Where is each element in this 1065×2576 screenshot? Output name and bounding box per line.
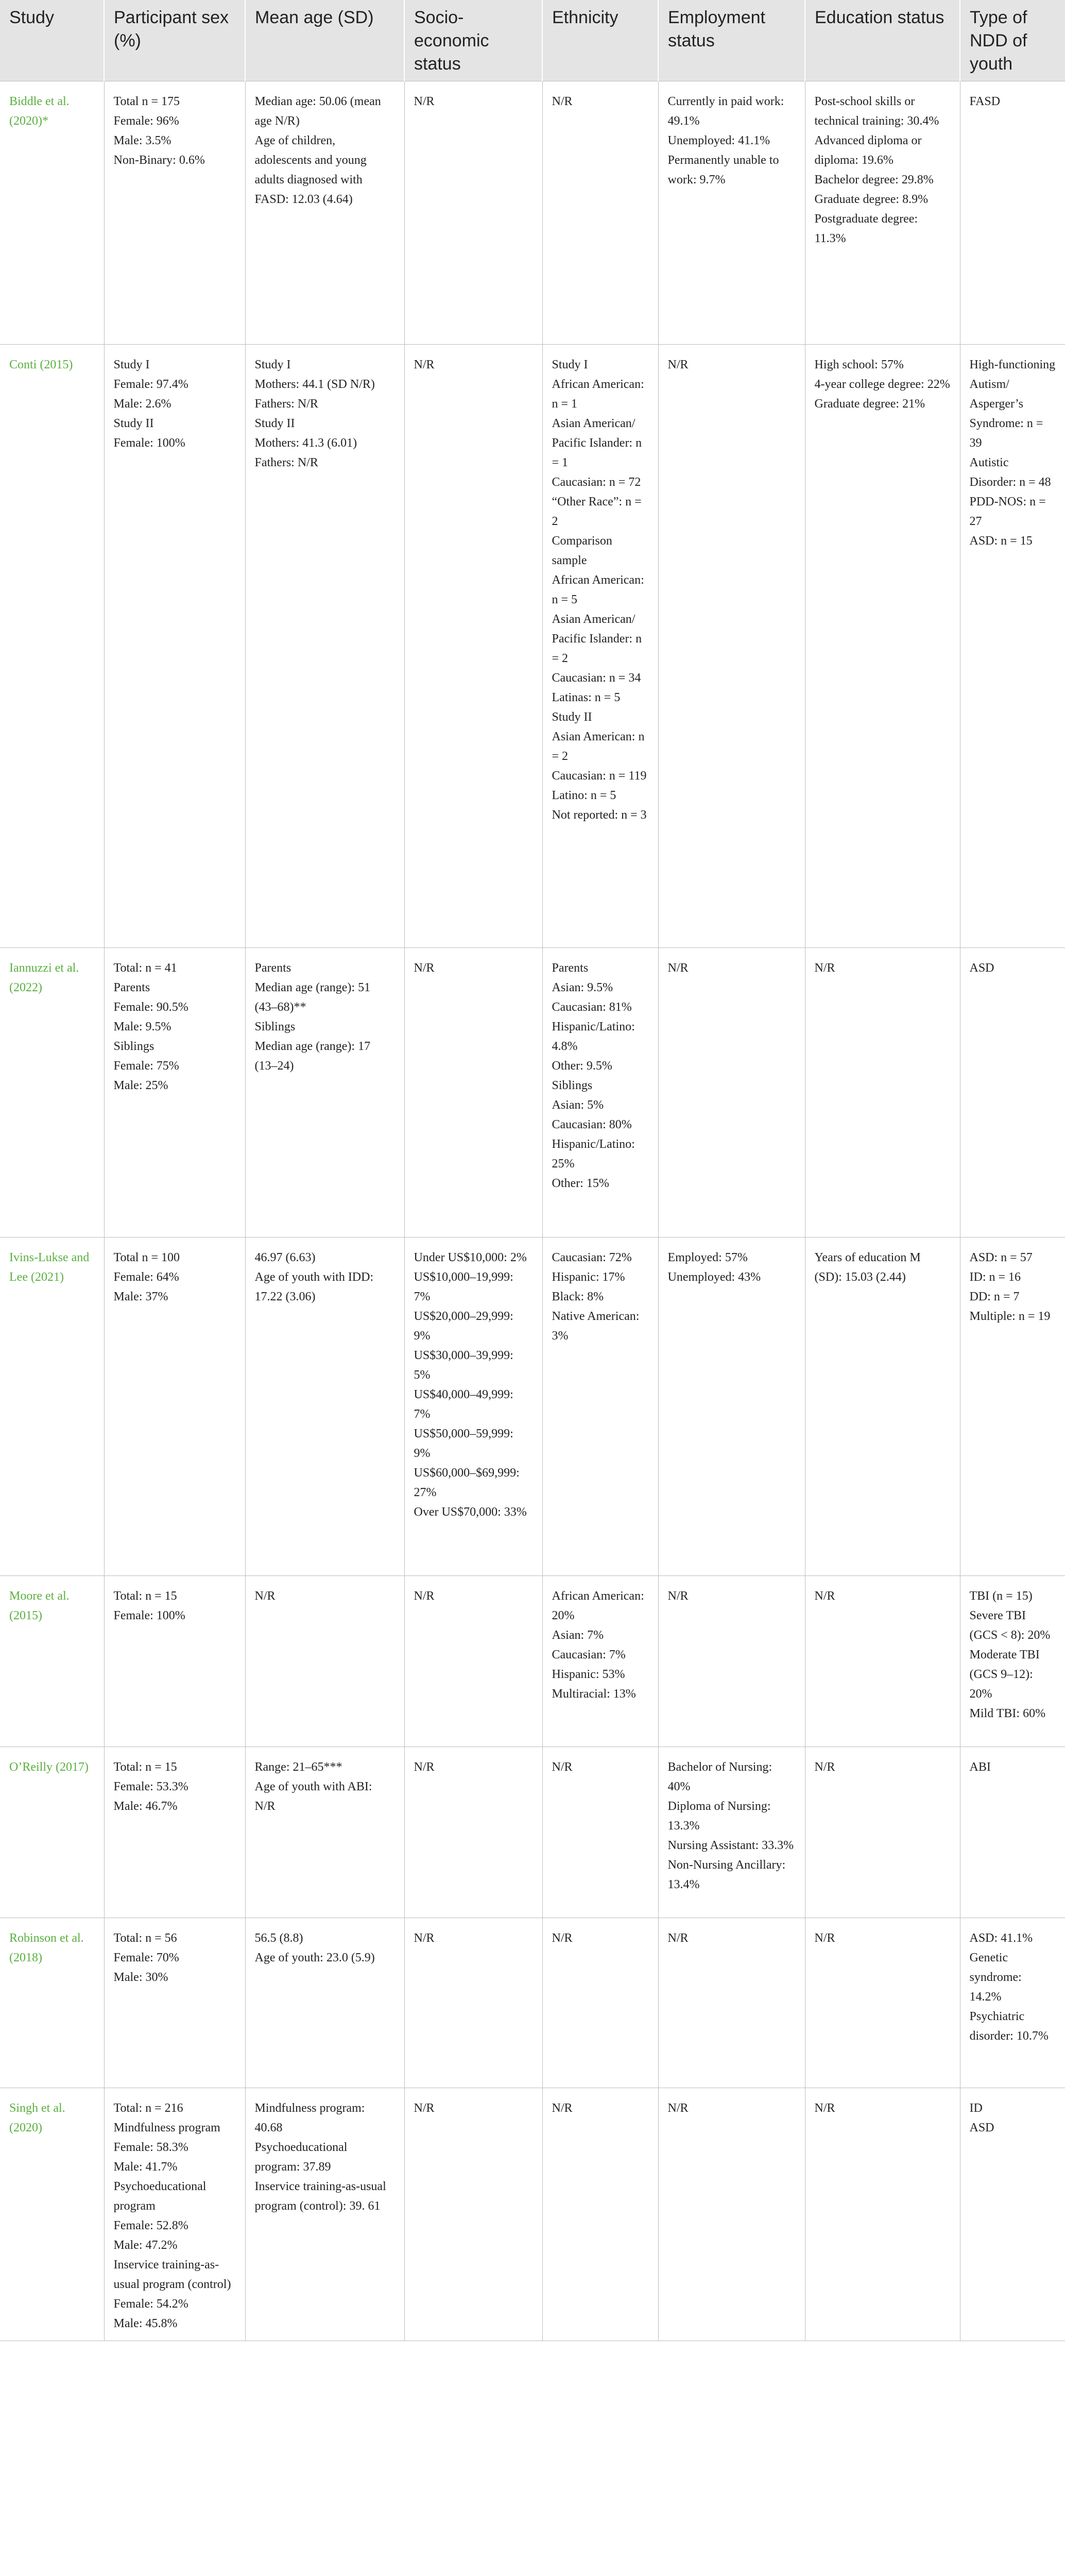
cell-line: Male: 47.2% [113, 2239, 178, 2252]
cell-socioeconomic-status [404, 1747, 542, 1918]
cell-mean-age [245, 345, 404, 948]
cell-line: 46.97 (6.63) [254, 1251, 316, 1264]
cell-line: Graduate degree: 21% [814, 397, 925, 411]
cell-line: Age of children, adolescents and young adults diagnosed with FASD: 12.03 (4.64) [254, 134, 367, 206]
header-participant-sex: Participant sex (%) [104, 0, 245, 81]
cell-line: African American: n = 5 [552, 573, 644, 606]
cell-line: Siblings [113, 1040, 154, 1053]
cell-line: “Other Race”: n = 2 [552, 495, 642, 528]
cell-socioeconomic-status [404, 948, 542, 1238]
cell-line: Latinas: n = 5 [552, 691, 621, 704]
cell-line: Moore et al. (2015) [9, 1589, 70, 1622]
cell-line: Post-school skills or technical training: 30.4% [814, 95, 939, 128]
cell-line: Non-Nursing Ancillary: 13.4% [667, 1858, 786, 1891]
cell-ndd-type [960, 2088, 1065, 2341]
cell-employment-status [658, 948, 805, 1238]
table-row [0, 1918, 1065, 2088]
cell-employment-status [658, 1918, 805, 2088]
cell-line: Other: 9.5% [552, 1059, 612, 1073]
cell-line: African American: n = 1 [552, 378, 644, 411]
cell-line: N/R [667, 358, 689, 371]
cell-employment-status [658, 1747, 805, 1918]
cell-line: Total n = 175 [113, 95, 180, 108]
cell-line: Caucasian: 72% [552, 1251, 632, 1264]
cell-participant-sex [104, 2088, 245, 2341]
cell-line: ASD: n = 15 [969, 534, 1033, 548]
cell-ndd-type [960, 345, 1065, 948]
cell-participant-sex [104, 948, 245, 1238]
cell-ethnicity [542, 345, 658, 948]
cell-line: Hispanic: 17% [552, 1270, 625, 1284]
cell-socioeconomic-status [404, 1238, 542, 1576]
cell-line: Total: n = 15 [113, 1589, 177, 1603]
cell-line: Employed: 57% [667, 1251, 748, 1264]
cell-line: N/R [414, 2102, 435, 2115]
cell-line: Study I [254, 358, 291, 371]
cell-line: Iannuzzi et al. (2022) [9, 961, 79, 994]
cell-mean-age [245, 948, 404, 1238]
cell-line: Singh et al. (2020) [9, 2102, 65, 2134]
table-row [0, 1576, 1065, 1747]
cell-line: Conti (2015) [9, 358, 73, 371]
cell-ethnicity [542, 948, 658, 1238]
cell-ndd-type [960, 1747, 1065, 1918]
cell-study [0, 948, 104, 1238]
cell-line: Hispanic: 53% [552, 1668, 625, 1681]
cell-line: N/R [414, 358, 435, 371]
cell-mean-age [245, 1747, 404, 1918]
cell-line: Female: 53.3% [113, 1780, 188, 1793]
table-row [0, 1747, 1065, 1918]
cell-line: Male: 30% [113, 1971, 168, 1984]
header-mean-age: Mean age (SD) [245, 0, 404, 81]
cell-line: Study II [552, 710, 592, 724]
cell-line: Male: 9.5% [113, 1020, 171, 1033]
cell-line: Postgraduate degree: 11.3% [814, 212, 918, 245]
cell-line: Mindfulness program: 40.68 [254, 2102, 365, 2134]
cell-line: Parents [113, 981, 150, 994]
cell-line: Currently in paid work: 49.1% [667, 95, 784, 128]
cell-socioeconomic-status [404, 345, 542, 948]
cell-line: Multiple: n = 19 [969, 1310, 1051, 1323]
cell-mean-age [245, 2088, 404, 2341]
cell-line: US$10,000–19,999: 7% [414, 1270, 513, 1303]
cell-line: Non-Binary: 0.6% [113, 154, 205, 167]
cell-ethnicity [542, 1576, 658, 1747]
cell-line: Male: 3.5% [113, 134, 171, 147]
cell-line: Study I [552, 358, 588, 371]
cell-line: Total: n = 56 [113, 1931, 177, 1945]
cell-line: Autistic Disorder: n = 48 [969, 456, 1051, 489]
cell-employment-status [658, 81, 805, 345]
cell-line: Mothers: 44.1 (SD N/R) [254, 378, 375, 391]
cell-line: Total: n = 216 [113, 2102, 183, 2115]
cell-line: FASD [969, 95, 1001, 108]
cell-line: N/R [814, 961, 835, 975]
cell-line: Psychoeducational program: 37.89 [254, 2141, 348, 2174]
cell-study [0, 2088, 104, 2341]
cell-line: Mothers: 41.3 (6.01) [254, 436, 357, 450]
table-body [0, 81, 1065, 2341]
cell-line: N/R [667, 2102, 689, 2115]
cell-line: Age of youth with IDD: 17.22 (3.06) [254, 1270, 374, 1303]
cell-education-status [805, 2088, 960, 2341]
cell-line: Caucasian: n = 34 [552, 671, 641, 685]
cell-line: Years of education M (SD): 15.03 (2.44) [814, 1251, 921, 1284]
cell-line: Ivins-Lukse and Lee (2021) [9, 1251, 90, 1284]
cell-line: Comparison sample [552, 534, 612, 567]
cell-line: Not reported: n = 3 [552, 808, 647, 822]
cell-education-status [805, 81, 960, 345]
cell-line: Siblings [552, 1079, 593, 1092]
header-education-status: Education status [805, 0, 960, 81]
cell-mean-age [245, 1576, 404, 1747]
cell-line: Hispanic/Latino: 4.8% [552, 1020, 635, 1053]
cell-line: Study II [113, 417, 154, 430]
cell-socioeconomic-status [404, 81, 542, 345]
cell-line: Age of youth: 23.0 (5.9) [254, 1951, 375, 1964]
cell-line: Female: 58.3% [113, 2141, 188, 2154]
cell-line: High-functioning Autism/ Asperger’s Syndrome: n = 39 [969, 358, 1056, 450]
cell-socioeconomic-status [404, 1918, 542, 2088]
cell-line: Age of youth with ABI: N/R [254, 1780, 372, 1813]
cell-line: N/R [414, 961, 435, 975]
cell-line: TBI (n = 15) [969, 1589, 1033, 1603]
cell-ndd-type [960, 1576, 1065, 1747]
cell-line: Male: 41.7% [113, 2160, 178, 2174]
cell-ndd-type [960, 948, 1065, 1238]
cell-line: N/R [254, 1589, 276, 1603]
cell-line: Nursing Assistant: 33.3% [667, 1839, 794, 1852]
cell-line: Male: 46.7% [113, 1800, 178, 1813]
cell-line: Male: 25% [113, 1079, 168, 1092]
cell-line: ASD [969, 961, 994, 975]
cell-study [0, 1238, 104, 1576]
cell-line: Male: 37% [113, 1290, 168, 1303]
cell-line: N/R [552, 1931, 573, 1945]
cell-line: Fathers: N/R [254, 456, 318, 469]
cell-line: US$20,000–29,999: 9% [414, 1310, 513, 1343]
cell-line: Other: 15% [552, 1177, 609, 1190]
cell-line: Parents [254, 961, 291, 975]
header-row [0, 0, 1065, 81]
cell-line: ID: n = 16 [969, 1270, 1021, 1284]
cell-ethnicity [542, 2088, 658, 2341]
cell-line: Male: 2.6% [113, 397, 171, 411]
table-row [0, 81, 1065, 345]
cell-participant-sex [104, 1747, 245, 1918]
cell-line: Asian American: n = 2 [552, 730, 645, 763]
cell-line: N/R [414, 1931, 435, 1945]
cell-line: ASD: 41.1% [969, 1931, 1033, 1945]
cell-line: Female: 75% [113, 1059, 179, 1073]
cell-participant-sex [104, 1576, 245, 1747]
cell-line: Female: 90.5% [113, 1001, 188, 1014]
cell-line: Bachelor of Nursing: 40% [667, 1760, 772, 1793]
cell-line: African American: 20% [552, 1589, 644, 1622]
cell-line: Female: 97.4% [113, 378, 188, 391]
cell-line: 56.5 (8.8) [254, 1931, 303, 1945]
header-ethnicity: Ethnicity [542, 0, 658, 81]
cell-ethnicity [542, 1918, 658, 2088]
cell-line: N/R [667, 1931, 689, 1945]
header-socioeconomic-status: Socio-economic status [404, 0, 542, 81]
cell-line: Median age (range): 17 (13–24) [254, 1040, 371, 1073]
cell-line: Female: 52.8% [113, 2219, 188, 2232]
cell-education-status [805, 1238, 960, 1576]
cell-participant-sex [104, 1238, 245, 1576]
cell-line: Female: 96% [113, 114, 179, 128]
cell-line: Fathers: N/R [254, 397, 318, 411]
cell-line: N/R [814, 1760, 835, 1774]
cell-line: Parents [552, 961, 589, 975]
cell-line: Robinson et al. (2018) [9, 1931, 84, 1964]
cell-line: Male: 45.8% [113, 2317, 178, 2330]
cell-line: PDD-NOS: n = 27 [969, 495, 1046, 528]
cell-ethnicity [542, 1238, 658, 1576]
cell-line: Range: 21–65*** [254, 1760, 342, 1774]
cell-employment-status [658, 1576, 805, 1747]
cell-employment-status [658, 2088, 805, 2341]
cell-line: US$30,000–39,999: 5% [414, 1349, 513, 1382]
cell-line: O’Reilly (2017) [9, 1760, 89, 1774]
cell-mean-age [245, 81, 404, 345]
cell-socioeconomic-status [404, 2088, 542, 2341]
cell-line: Under US$10,000: 2% [414, 1251, 527, 1264]
cell-socioeconomic-status [404, 1576, 542, 1747]
header-employment-status: Employment status [658, 0, 805, 81]
cell-line: Asian American/ Pacific Islander: n = 1 [552, 417, 642, 469]
cell-line: Psychiatric disorder: 10.7% [969, 2010, 1049, 2043]
cell-line: Advanced diploma or diploma: 19.6% [814, 134, 922, 167]
cell-line: Study II [254, 417, 295, 430]
cell-line: Female: 64% [113, 1270, 179, 1284]
cell-line: Median age (range): 51 (43–68)** [254, 981, 371, 1014]
cell-line: N/R [552, 2102, 573, 2115]
cell-line: Severe TBI (GCS < 8): 20% [969, 1609, 1051, 1642]
cell-line: Diploma of Nursing: 13.3% [667, 1800, 771, 1833]
cell-line: Female: 100% [113, 1609, 185, 1622]
cell-mean-age [245, 1238, 404, 1576]
cell-participant-sex [104, 345, 245, 948]
cell-ndd-type [960, 81, 1065, 345]
cell-employment-status [658, 345, 805, 948]
cell-line: US$60,000–$69,999: 27% [414, 1466, 520, 1499]
cell-ethnicity [542, 81, 658, 345]
cell-line: Caucasian: n = 119 [552, 769, 647, 783]
cell-line: Caucasian: 81% [552, 1001, 632, 1014]
cell-line: Black: 8% [552, 1290, 604, 1303]
table-row [0, 1238, 1065, 1576]
cell-line: Asian: 9.5% [552, 981, 613, 994]
cell-line: Unemployed: 41.1% [667, 134, 770, 147]
cell-line: N/R [414, 95, 435, 108]
cell-line: ASD [969, 2121, 994, 2134]
table-header [0, 0, 1065, 81]
cell-line: Psychoeducational program [113, 2180, 207, 2213]
cell-line: Native American: 3% [552, 1310, 640, 1343]
header-ndd-type: Type of NDD of youth [960, 0, 1065, 81]
cell-line: Inservice training-as-usual program (control) [113, 2258, 231, 2291]
cell-ndd-type [960, 1238, 1065, 1576]
cell-education-status [805, 948, 960, 1238]
cell-line: Caucasian: n = 72 [552, 476, 641, 489]
cell-line: Mild TBI: 60% [969, 1707, 1046, 1720]
cell-line: Bachelor degree: 29.8% [814, 173, 934, 187]
cell-line: Mindfulness program [113, 2121, 220, 2134]
cell-line: N/R [814, 1589, 835, 1603]
cell-line: ID [969, 2102, 983, 2115]
cell-line: N/R [552, 1760, 573, 1774]
cell-line: Total: n = 41 [113, 961, 177, 975]
header-study: Study [9, 8, 54, 27]
cell-line: ABI [969, 1760, 991, 1774]
cell-study [0, 1918, 104, 2088]
cell-line: US$40,000–49,999: 7% [414, 1388, 513, 1421]
cell-line: Median age: 50.06 (mean age N/R) [254, 95, 381, 128]
cell-study [0, 1576, 104, 1747]
cell-line: N/R [667, 1589, 689, 1603]
cell-line: N/R [814, 2102, 835, 2115]
table-row [0, 948, 1065, 1238]
cell-participant-sex [104, 81, 245, 345]
cell-line: Over US$70,000: 33% [414, 1505, 527, 1519]
cell-line: Permanently unable to work: 9.7% [667, 154, 779, 187]
cell-line: Unemployed: 43% [667, 1270, 761, 1284]
cell-line: Multiracial: 13% [552, 1687, 636, 1701]
cell-line: DD: n = 7 [969, 1290, 1020, 1303]
cell-line: ASD: n = 57 [969, 1251, 1033, 1264]
cell-line: N/R [814, 1931, 835, 1945]
cell-ethnicity [542, 1747, 658, 1918]
cell-mean-age [245, 1918, 404, 2088]
cell-line: N/R [667, 961, 689, 975]
cell-line: Graduate degree: 8.9% [814, 193, 929, 206]
cell-line: Siblings [254, 1020, 296, 1033]
cell-line: Study I [113, 358, 150, 371]
cell-line: High school: 57% [814, 358, 904, 371]
cell-line: N/R [552, 95, 573, 108]
cell-line: Total n = 100 [113, 1251, 180, 1264]
cell-line: Genetic syndrome: 14.2% [969, 1951, 1022, 2004]
cell-line: N/R [414, 1760, 435, 1774]
cell-education-status [805, 1918, 960, 2088]
cell-line: Female: 54.2% [113, 2297, 188, 2311]
table-row [0, 2088, 1065, 2341]
cell-line: 4-year college degree: 22% [814, 378, 950, 391]
cell-line: Total: n = 15 [113, 1760, 177, 1774]
cell-education-status [805, 345, 960, 948]
cell-line: Asian American/ Pacific Islander: n = 2 [552, 613, 642, 665]
cell-line: Caucasian: 7% [552, 1648, 626, 1662]
cell-education-status [805, 1747, 960, 1918]
cell-education-status [805, 1576, 960, 1747]
cell-line: Female: 70% [113, 1951, 179, 1964]
cell-line: Asian: 5% [552, 1098, 604, 1112]
cell-line: US$50,000–59,999: 9% [414, 1427, 513, 1460]
cell-line: Asian: 7% [552, 1629, 604, 1642]
cell-employment-status [658, 1238, 805, 1576]
table-row [0, 345, 1065, 948]
cell-study [0, 345, 104, 948]
cell-study [0, 1747, 104, 1918]
cell-line: Moderate TBI (GCS 9–12): 20% [969, 1648, 1040, 1701]
cell-line: N/R [414, 1589, 435, 1603]
cell-line: Latino: n = 5 [552, 789, 616, 802]
cell-ndd-type [960, 1918, 1065, 2088]
cell-study [0, 81, 104, 345]
cell-line: Female: 100% [113, 436, 185, 450]
cell-line: Hispanic/Latino: 25% [552, 1138, 635, 1171]
cell-line: Biddle et al. (2020)* [9, 95, 70, 128]
cell-line: Caucasian: 80% [552, 1118, 632, 1131]
cell-participant-sex [104, 1918, 245, 2088]
cell-line: Inservice training-as-usual program (control): 39. 61 [254, 2180, 386, 2213]
